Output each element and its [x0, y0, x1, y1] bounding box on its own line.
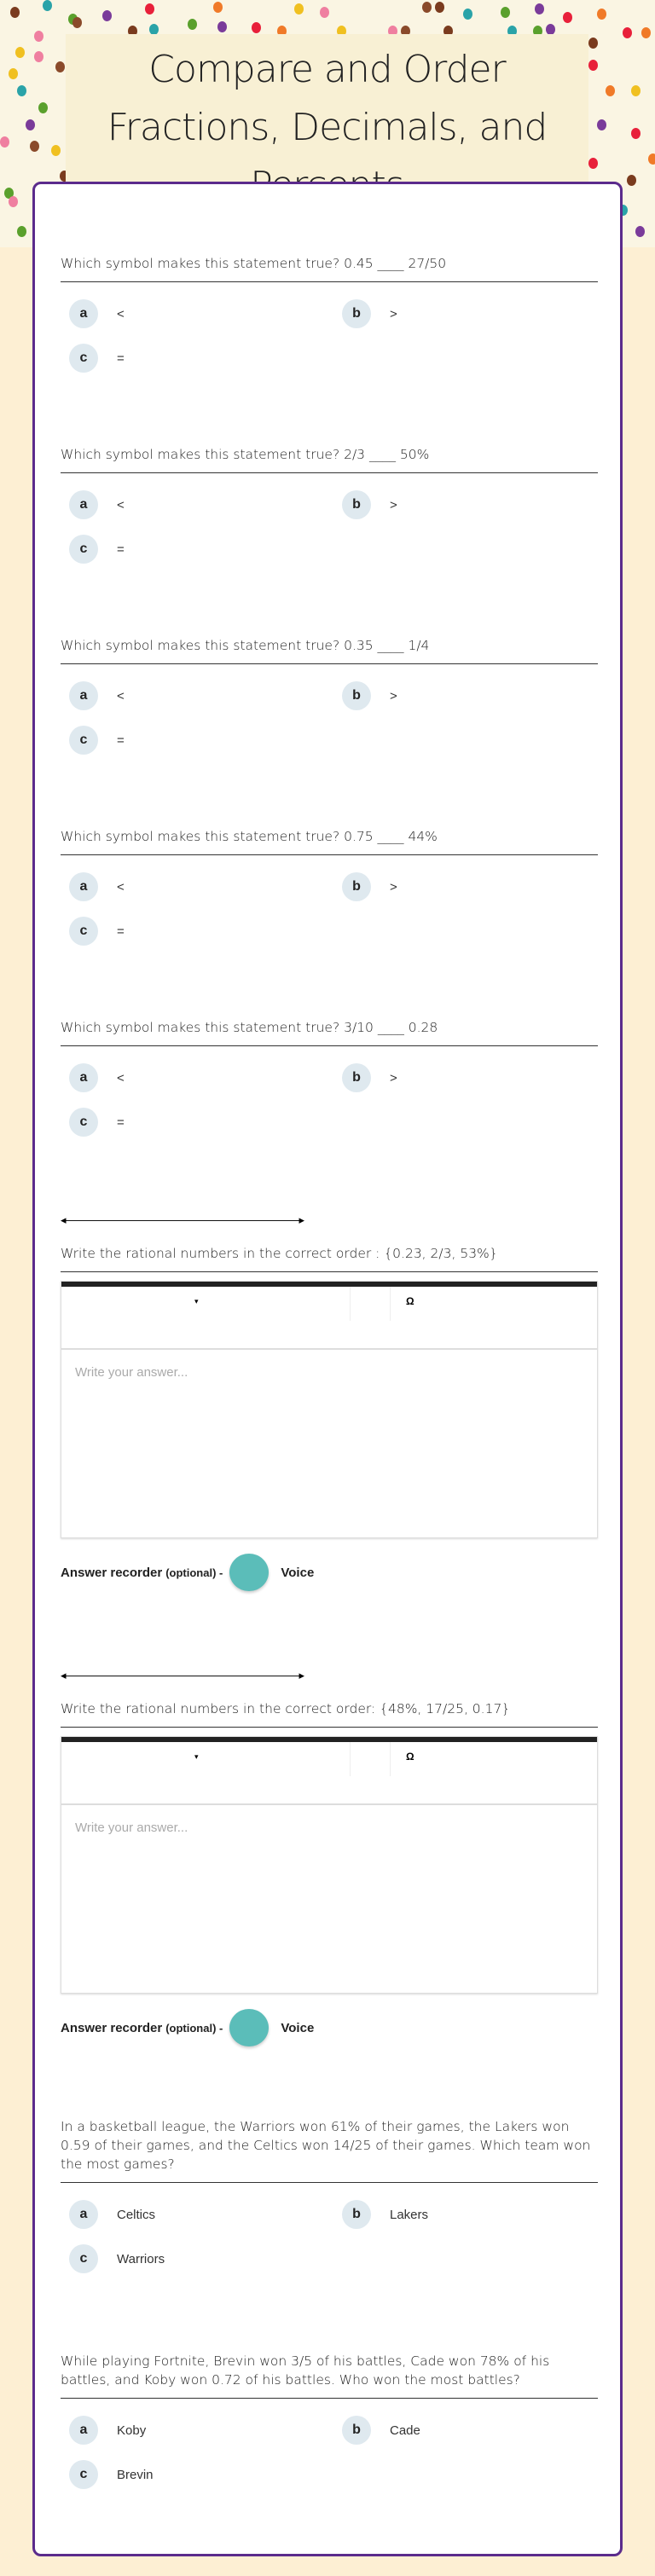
polka-dot	[9, 196, 18, 207]
answer-recorder	[61, 1554, 598, 1591]
option-letter-badge: c	[69, 535, 98, 564]
arrow-right-icon: ▸	[299, 1669, 304, 1682]
polka-dot	[597, 9, 606, 20]
option-b[interactable]	[333, 681, 397, 710]
question-text: Write the rational numbers in the correct order: {48%, 17/25, 0.17}	[61, 1699, 598, 1728]
option-label: =	[117, 541, 125, 557]
option-letter-badge: b	[342, 681, 371, 710]
polka-dot	[51, 145, 61, 156]
double-arrow-icon	[62, 1670, 303, 1682]
answer-input[interactable]	[61, 1355, 597, 1537]
format-dropdown-caret[interactable]: ▾	[194, 1297, 199, 1305]
question-text: Which symbol makes this statement true? 0.45 ____ 27/50	[61, 254, 598, 282]
option-label: <	[117, 1070, 125, 1085]
answer-placeholder: Write your answer...	[75, 1365, 188, 1380]
polka-dot	[102, 10, 112, 21]
answer-options	[61, 2416, 598, 2509]
option-c[interactable]	[61, 726, 125, 755]
polka-dot	[252, 22, 261, 33]
question-block	[61, 445, 598, 584]
option-c[interactable]	[61, 1108, 125, 1137]
voice-record-button[interactable]	[229, 2009, 269, 2046]
editor-toolbar	[61, 1282, 597, 1350]
question-text: In a basketball league, the Warriors won 61% of their games, the Lakers won 0.59 of their games, and the Celtics won 14/25 of their games. Which team won the most games?	[61, 2117, 598, 2183]
polka-dot	[17, 226, 26, 237]
option-letter-badge: c	[69, 917, 98, 946]
option-letter-badge: a	[69, 490, 98, 519]
option-label: <	[117, 688, 125, 703]
option-label: >	[390, 688, 397, 703]
question-block	[61, 827, 598, 966]
recorder-optional: (optional) -	[165, 1566, 223, 1579]
option-label: Brevin	[117, 2467, 154, 2482]
polka-dot	[0, 136, 9, 148]
arrow-left-icon: ◂	[61, 1669, 67, 1682]
option-letter-badge: c	[69, 2244, 98, 2273]
answer-options	[61, 2200, 598, 2294]
option-label: =	[117, 923, 125, 939]
option-a[interactable]	[61, 2200, 155, 2229]
answer-options	[61, 1063, 598, 1157]
option-label: >	[390, 497, 397, 512]
option-b[interactable]	[333, 299, 397, 328]
answer-input[interactable]	[61, 1810, 597, 1993]
answer-options	[61, 490, 598, 584]
polka-dot	[535, 3, 544, 14]
editor-toolbar	[61, 1737, 597, 1805]
polka-dot	[30, 141, 39, 152]
answer-recorder	[61, 2009, 598, 2046]
polka-dot	[635, 226, 645, 237]
option-letter-badge: a	[69, 681, 98, 710]
polka-dot	[422, 2, 432, 13]
option-letter-badge: b	[342, 872, 371, 901]
option-c[interactable]	[61, 2244, 165, 2273]
answer-options	[61, 681, 598, 775]
polka-dot	[294, 3, 304, 14]
option-letter-badge: c	[69, 1108, 98, 1137]
question-text: Which symbol makes this statement true? 2/3 ____ 50%	[61, 445, 598, 473]
polka-dot	[38, 102, 48, 113]
option-label: >	[390, 306, 397, 321]
toolbar-divider	[350, 1287, 351, 1321]
option-c[interactable]	[61, 917, 125, 946]
polka-dot	[501, 7, 510, 18]
option-label: Lakers	[390, 2207, 429, 2222]
toolbar-divider	[390, 1742, 391, 1776]
question-block	[61, 2117, 598, 2294]
special-characters-button[interactable]: Ω	[406, 1751, 414, 1763]
question-block	[61, 2352, 598, 2509]
option-letter-badge: a	[69, 299, 98, 328]
rich-text-editor	[61, 1281, 598, 1538]
answer-options	[61, 299, 598, 393]
option-b[interactable]	[333, 490, 397, 519]
question-block	[61, 1018, 598, 1157]
option-b[interactable]	[333, 1063, 397, 1092]
option-label: =	[117, 732, 125, 748]
option-letter-badge: c	[69, 344, 98, 373]
option-letter-badge: c	[69, 2460, 98, 2489]
toolbar-divider	[390, 1287, 391, 1321]
polka-dot	[43, 0, 52, 11]
polka-dot	[320, 7, 329, 18]
question-block	[61, 254, 598, 393]
polka-dot	[588, 38, 598, 49]
option-letter-badge: a	[69, 872, 98, 901]
option-a[interactable]	[61, 299, 125, 328]
recorder-label: Answer recorder	[61, 2020, 163, 2035]
polka-dot	[213, 2, 223, 13]
option-a[interactable]	[61, 872, 125, 901]
option-label: =	[117, 1114, 125, 1130]
polka-dot	[588, 158, 598, 169]
question-text: While playing Fortnite, Brevin won 3/5 of his battles, Cade won 78% of his battles, and Koby won 0.72 of his battles. Who won the most battles?	[61, 2352, 598, 2399]
question-text: Which symbol makes this statement true? 0.35 ____ 1/4	[61, 636, 598, 664]
polka-dot	[623, 27, 632, 38]
option-label: Cade	[390, 2423, 420, 2438]
option-label: =	[117, 350, 125, 366]
polka-dot	[627, 175, 636, 186]
polka-dot	[463, 9, 472, 20]
answer-placeholder: Write your answer...	[75, 1821, 188, 1835]
double-arrow-icon	[62, 1215, 303, 1227]
polka-dot	[34, 51, 43, 62]
polka-dot	[606, 85, 615, 96]
option-label: <	[117, 879, 125, 894]
polka-dot	[631, 85, 641, 96]
option-label: <	[117, 306, 125, 321]
polka-dot	[563, 12, 572, 23]
question-text: Which symbol makes this statement true? 3/10 ____ 0.28	[61, 1018, 598, 1046]
open-question-block	[61, 1670, 598, 2046]
option-b[interactable]	[333, 872, 397, 901]
polka-dot	[9, 68, 18, 79]
option-b[interactable]	[333, 2416, 420, 2445]
option-a[interactable]	[61, 2416, 146, 2445]
voice-label: Voice	[281, 2020, 315, 2035]
polka-dot	[631, 128, 641, 139]
option-letter-badge: a	[69, 2200, 98, 2229]
option-label: Celtics	[117, 2207, 156, 2222]
voice-label: Voice	[281, 1565, 315, 1580]
question-text: Write the rational numbers in the correct order : {0.23, 2/3, 53%}	[61, 1244, 598, 1272]
polka-dot	[15, 47, 25, 58]
option-letter-badge: b	[342, 490, 371, 519]
option-label: >	[390, 879, 397, 894]
option-c[interactable]	[61, 535, 125, 564]
option-label: <	[117, 497, 125, 512]
format-dropdown-caret[interactable]: ▾	[194, 1752, 199, 1761]
recorder-optional: (optional) -	[165, 2021, 223, 2035]
question-block	[61, 636, 598, 775]
option-letter-badge: c	[69, 726, 98, 755]
polka-dot	[26, 119, 35, 130]
polka-dot	[597, 119, 606, 130]
option-letter-badge: b	[342, 2416, 371, 2445]
arrow-right-icon: ▸	[299, 1213, 304, 1226]
page-title: Compare and Order Fractions, Decimals, and	[107, 48, 548, 149]
polka-dot	[10, 7, 20, 18]
option-letter-badge: b	[342, 1063, 371, 1092]
polka-dot	[55, 61, 65, 72]
polka-dot	[217, 21, 227, 32]
arrow-left-icon: ◂	[61, 1213, 67, 1226]
option-label: Warriors	[117, 2251, 165, 2266]
polka-dot	[145, 3, 154, 14]
worksheet-card	[32, 182, 623, 2556]
polka-dot	[72, 17, 82, 28]
option-a[interactable]	[61, 490, 125, 519]
option-c[interactable]	[61, 344, 125, 373]
polka-dot	[641, 27, 651, 38]
option-letter-badge: b	[342, 299, 371, 328]
answer-options	[61, 872, 598, 966]
option-letter-badge: a	[69, 1063, 98, 1092]
polka-dot	[588, 60, 598, 71]
recorder-label: Answer recorder	[61, 1565, 163, 1580]
option-a[interactable]	[61, 1063, 125, 1092]
option-letter-badge: b	[342, 2200, 371, 2229]
rich-text-editor	[61, 1736, 598, 1994]
voice-record-button[interactable]	[229, 1554, 269, 1591]
option-label: >	[390, 1070, 397, 1085]
question-text: Which symbol makes this statement true? 0.75 ____ 44%	[61, 827, 598, 855]
polka-dot	[188, 19, 197, 30]
polka-dot	[435, 2, 444, 13]
open-question-block	[61, 1215, 598, 1591]
option-letter-badge: a	[69, 2416, 98, 2445]
option-c[interactable]	[61, 2460, 154, 2489]
toolbar-divider	[350, 1742, 351, 1776]
special-characters-button[interactable]: Ω	[406, 1295, 414, 1307]
polka-dot	[17, 85, 26, 96]
polka-dot	[648, 153, 655, 165]
option-label: Koby	[117, 2423, 147, 2438]
option-a[interactable]	[61, 681, 125, 710]
polka-dot	[34, 31, 43, 42]
option-b[interactable]	[333, 2200, 428, 2229]
